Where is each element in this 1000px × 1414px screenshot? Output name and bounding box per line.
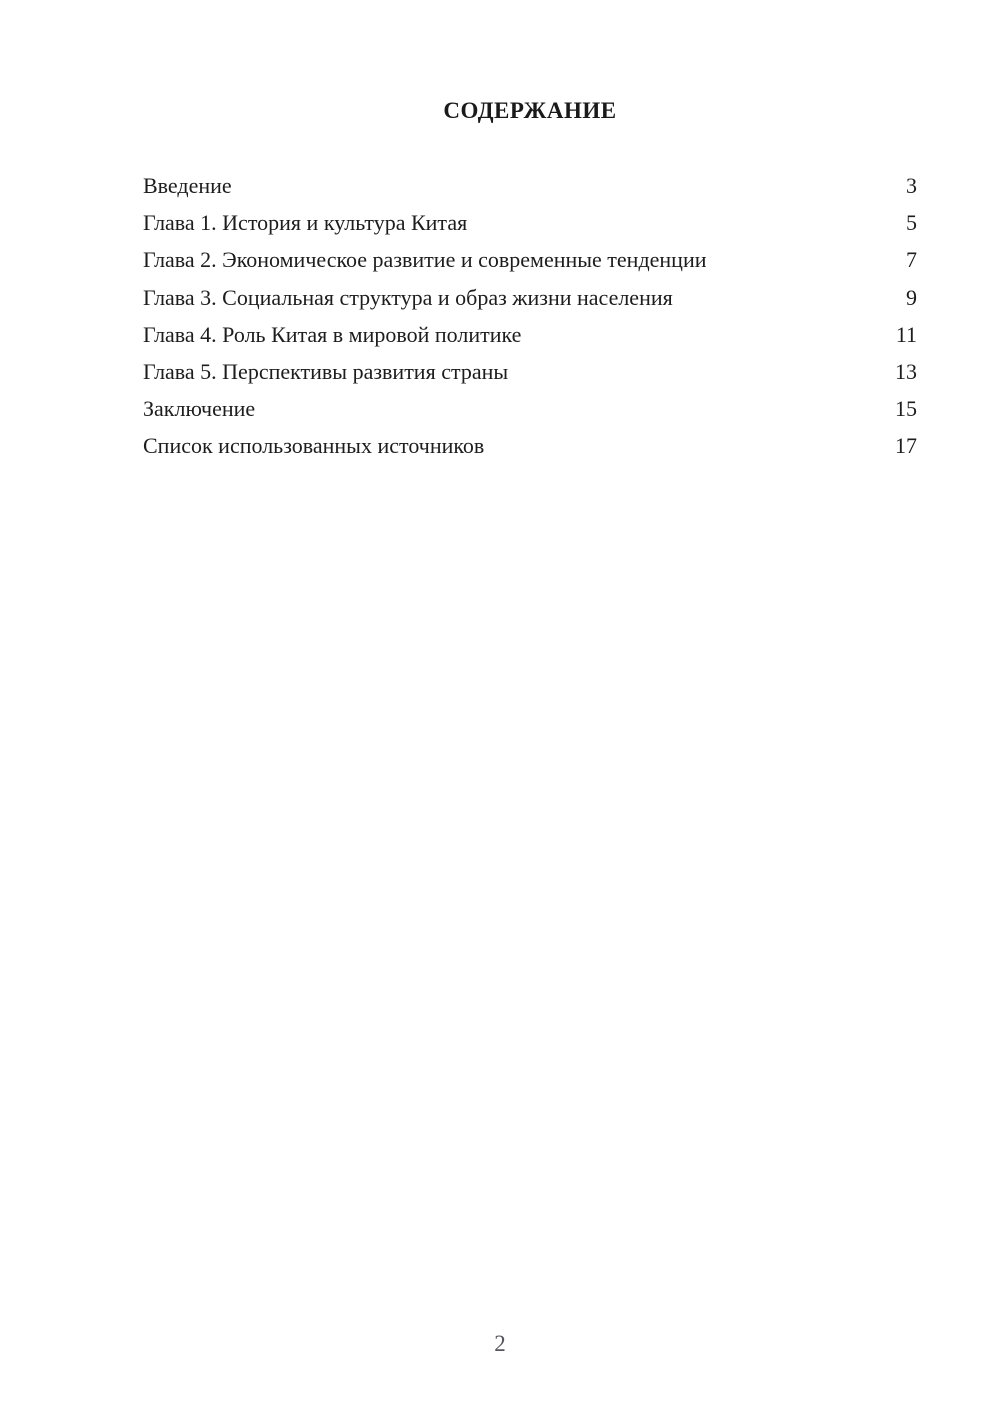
toc-entry-page-number: 13 xyxy=(895,359,917,385)
toc-list xyxy=(143,167,917,465)
toc-entry-page-number: 17 xyxy=(895,433,917,459)
toc-entry-chapter-4 xyxy=(143,316,917,353)
toc-entry-label: Глава 3. Социальная структура и образ жизни населения xyxy=(143,284,673,310)
toc-entry-label: Заключение xyxy=(143,396,256,422)
page-title: СОДЕРЖАНИЕ xyxy=(443,98,617,123)
toc-entry-chapter-3 xyxy=(143,279,917,316)
toc-entry-introduction xyxy=(143,167,917,204)
toc-entry-page-number: 9 xyxy=(906,284,917,310)
toc-entry-chapter-2 xyxy=(143,241,917,278)
footer-page-number: 2 xyxy=(494,1331,506,1356)
toc-entry-label: Глава 4. Роль Китая в мировой политике xyxy=(143,321,522,347)
toc-entry-page-number: 15 xyxy=(895,396,917,422)
toc-section xyxy=(143,97,917,465)
toc-entry-label: Глава 1. История и культура Китая xyxy=(143,210,468,236)
toc-entry-chapter-1 xyxy=(143,204,917,241)
toc-entry-references xyxy=(143,427,917,464)
toc-entry-conclusion xyxy=(143,390,917,427)
toc-entry-label: Глава 5. Перспективы развития страны xyxy=(143,359,509,385)
toc-entry-page-number: 7 xyxy=(906,247,917,273)
toc-entry-page-number: 5 xyxy=(906,210,917,236)
toc-entry-label: Список использованных источников xyxy=(143,433,485,459)
toc-entry-chapter-5 xyxy=(143,353,917,390)
toc-entry-label: Введение xyxy=(143,173,232,198)
toc-entry-label: Глава 2. Экономическое развитие и современные тенденции xyxy=(143,247,707,273)
toc-entry-page-number: 3 xyxy=(906,173,917,198)
toc-entry-page-number: 11 xyxy=(895,321,917,347)
